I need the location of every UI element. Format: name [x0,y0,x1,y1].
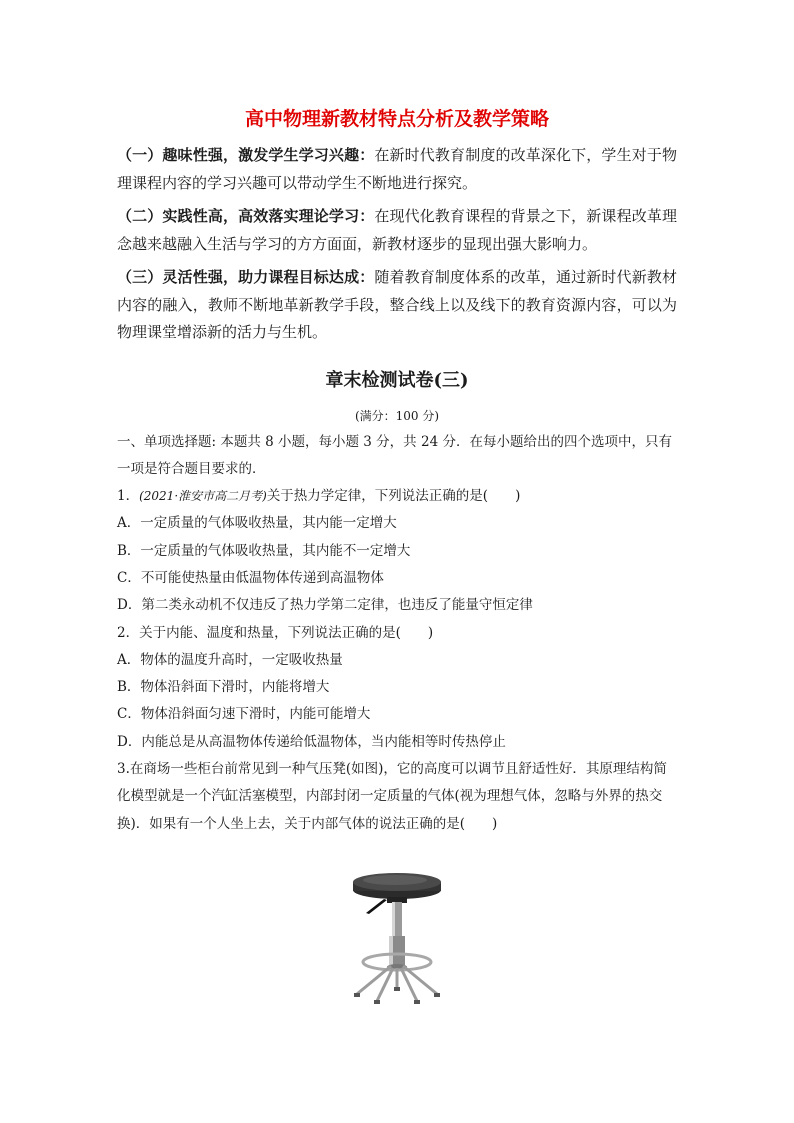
score-note: (满分：100 分) [354,408,440,423]
question-2-stem: 2．关于内能、温度和热量，下列说法正确的是( ) [117,624,434,641]
question-1-option-c: C．不可能使热量由低温物体传递到高温物体 [117,569,384,586]
question-3-line2: 化模型就是一个汽缸活塞模型，内部封闭一定质量的气体(视为理想气体，忽略与外界的热交 [117,788,663,805]
pneumatic-stool-figure [351,870,443,1006]
question-3-line1: 3.在商场一些柜台前常见到一种气压凳(如图)，它的高度可以调节且舒适性好．其原理结构简 [117,761,667,778]
exam-title: 章末检测试卷(三) [325,369,469,391]
intro-lead-1: （一）趣味性强，激发学生学习兴趣： [117,146,375,164]
document-page [117,104,677,838]
question-2-option-a: A．物体的温度升高时，一定吸收热量 [117,651,343,668]
question-1-stem [117,483,677,510]
question-3-line3: 换)．如果有一个人坐上去，关于内部气体的说法正确的是( ) [117,815,498,832]
question-2-option-d: D．内能总是从高温物体传递给低温物体，当内能相等时传热停止 [117,733,506,750]
section1-line1: 一、单项选择题: 本题共 8 小题，每小题 3 分，共 24 分．在每小题给出的四个选项中，只有 [117,433,672,450]
question-1-option-b: B．一定质量的气体吸收热量，其内能不一定增大 [117,542,411,559]
question-2-option-c: C．物体沿斜面匀速下滑时，内能可能增大 [117,706,371,723]
question-2-option-b: B．物体沿斜面下滑时，内能将增大 [117,679,330,696]
intro-paragraph-3 [117,264,677,347]
section1-line2: 一项是符合题目要求的． [117,460,266,477]
intro-text-1: 在新时代教育制度的改革深化下，学生对于物理课程内容的学习兴趣可以带动学生不断地进行探究。 [117,146,677,192]
intro-text-3: 随着教育制度体系的改革，通过新时代新教材内容的融入，教师不断地革新教学手段，整合线上以及线下的教育资源内容，可以为物理课堂增添新的活力与生机。 [117,268,677,341]
question-1-option-d: D．第二类永动机不仅违反了热力学第二定律，也违反了能量守恒定律 [117,597,533,614]
question-1-source: (2021·淮安市高二月考) [139,489,267,504]
intro-lead-2: （二）实践性高，高效落实理论学习： [117,207,375,225]
question-1-number: 1． [117,488,140,505]
question-1-option-a: A．一定质量的气体吸收热量，其内能一定增大 [117,515,397,532]
intro-paragraph-1 [117,142,677,197]
intro-paragraph-2 [117,203,677,258]
main-title: 高中物理新教材特点分析及教学策略 [244,108,549,130]
intro-text-2: 在现代化教育课程的背景之下，新课程改革理念越来越融入生活与学习的方方面面，新教材逐步的显现出强大影响力。 [117,207,677,253]
intro-lead-3: （三）灵活性强，助力课程目标达成： [117,268,375,286]
stool-illustration [351,870,443,1006]
question-1-text: 关于热力学定律，下列说法正确的是( ) [266,488,521,505]
